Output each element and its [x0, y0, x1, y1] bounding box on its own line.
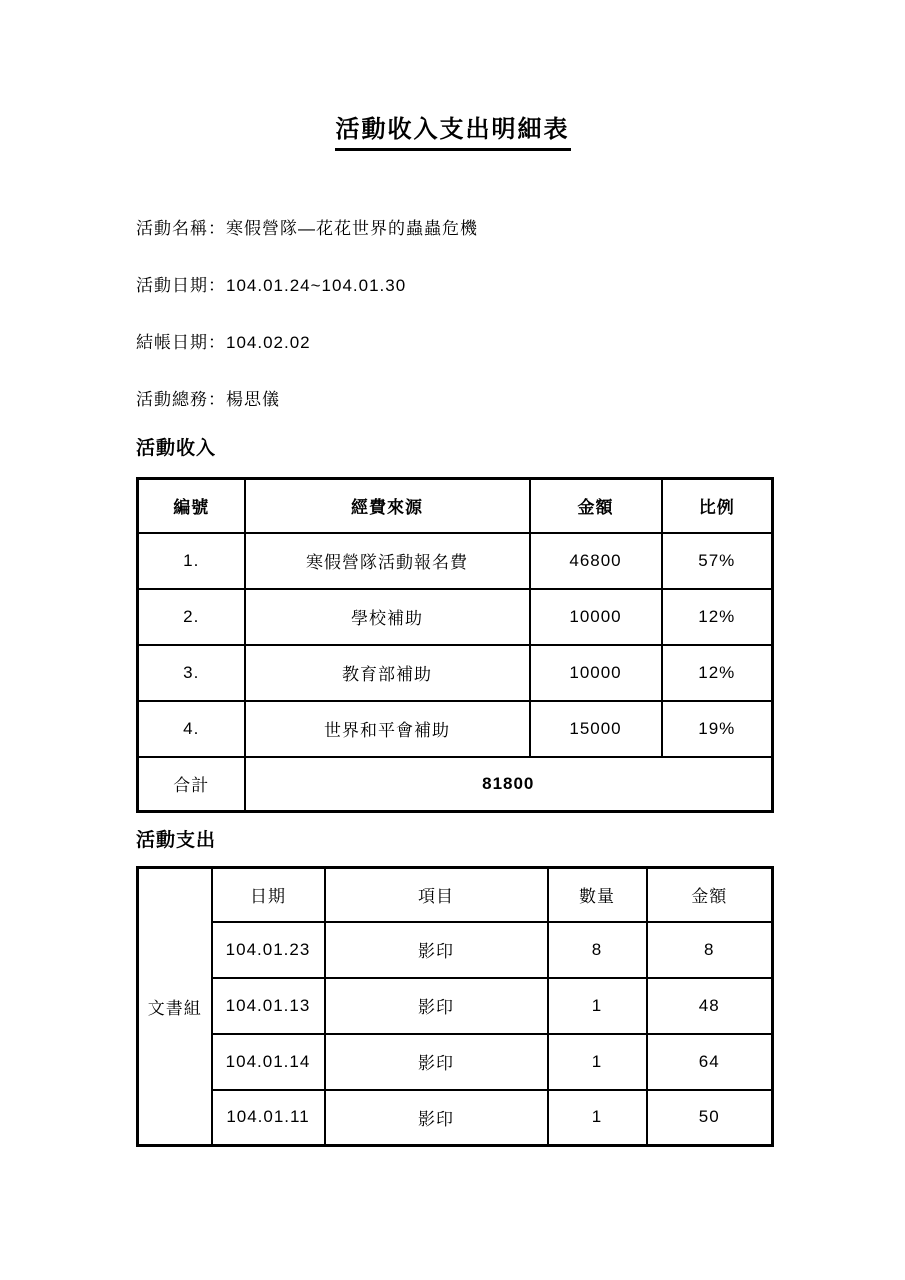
income-total-value: 81800: [245, 757, 773, 812]
income-cell-amount: 46800: [530, 533, 662, 589]
income-row: [138, 701, 773, 757]
expense-cell-item: 影印: [325, 1090, 548, 1146]
income-cell-ratio: 57%: [662, 533, 773, 589]
income-cell-no: 3.: [138, 645, 245, 701]
income-cell-ratio: 12%: [662, 645, 773, 701]
income-cell-source: 寒假營隊活動報名費: [245, 533, 530, 589]
expense-section-heading: 活動支出: [136, 830, 217, 851]
expense-row: [138, 1090, 773, 1146]
info-activity-name: 活動名稱：寒假營隊—花花世界的蟲蟲危機: [136, 219, 478, 238]
income-header-source: 經費來源: [245, 479, 530, 533]
info-activity-date: 活動日期：104.01.24~104.01.30: [136, 276, 407, 295]
expense-row: [138, 978, 773, 1034]
expense-cell-date: 104.01.13: [212, 978, 325, 1034]
income-cell-source: 世界和平會補助: [245, 701, 530, 757]
expense-cell-amount: 8: [647, 922, 773, 978]
expense-row: [138, 922, 773, 978]
expense-cell-amount: 64: [647, 1034, 773, 1090]
income-row: [138, 589, 773, 645]
income-row: [138, 533, 773, 589]
expense-table: [136, 866, 774, 1147]
income-cell-amount: 15000: [530, 701, 662, 757]
income-cell-amount: 10000: [530, 645, 662, 701]
expense-header-qty: 數量: [548, 868, 647, 922]
income-cell-source: 教育部補助: [245, 645, 530, 701]
income-cell-no: 4.: [138, 701, 245, 757]
expense-cell-item: 影印: [325, 1034, 548, 1090]
info-treasurer: 活動總務：楊思儀: [136, 390, 280, 409]
expense-cell-amount: 50: [647, 1090, 773, 1146]
income-cell-no: 1.: [138, 533, 245, 589]
income-table: [136, 477, 774, 813]
income-header-row: [138, 479, 773, 533]
income-cell-ratio: 12%: [662, 589, 773, 645]
expense-row: [138, 1034, 773, 1090]
expense-cell-date: 104.01.11: [212, 1090, 325, 1146]
expense-cell-qty: 1: [548, 978, 647, 1034]
page-title: [0, 109, 905, 151]
income-row: [138, 645, 773, 701]
info-settlement-date: 結帳日期：104.02.02: [136, 333, 311, 352]
income-header-amount: 金額: [530, 479, 662, 533]
expense-cell-qty: 1: [548, 1090, 647, 1146]
income-total-row: [138, 757, 773, 812]
income-cell-no: 2.: [138, 589, 245, 645]
income-header-no: 編號: [138, 479, 245, 533]
income-cell-source: 學校補助: [245, 589, 530, 645]
income-header-ratio: 比例: [662, 479, 773, 533]
expense-cell-date: 104.01.14: [212, 1034, 325, 1090]
expense-header-row: [138, 868, 773, 922]
income-cell-amount: 10000: [530, 589, 662, 645]
expense-cell-amount: 48: [647, 978, 773, 1034]
expense-cell-item: 影印: [325, 922, 548, 978]
expense-cell-qty: 1: [548, 1034, 647, 1090]
expense-header-item: 項目: [325, 868, 548, 922]
page-title-text: 活動收入支出明細表: [335, 109, 571, 151]
expense-cell-item: 影印: [325, 978, 548, 1034]
income-cell-ratio: 19%: [662, 701, 773, 757]
expense-cell-qty: 8: [548, 922, 647, 978]
expense-header-date: 日期: [212, 868, 325, 922]
expense-header-amount: 金額: [647, 868, 773, 922]
expense-group-label: 文書組: [138, 868, 212, 1146]
income-section-heading: 活動收入: [136, 438, 217, 459]
income-total-label: 合計: [138, 757, 245, 812]
expense-cell-date: 104.01.23: [212, 922, 325, 978]
